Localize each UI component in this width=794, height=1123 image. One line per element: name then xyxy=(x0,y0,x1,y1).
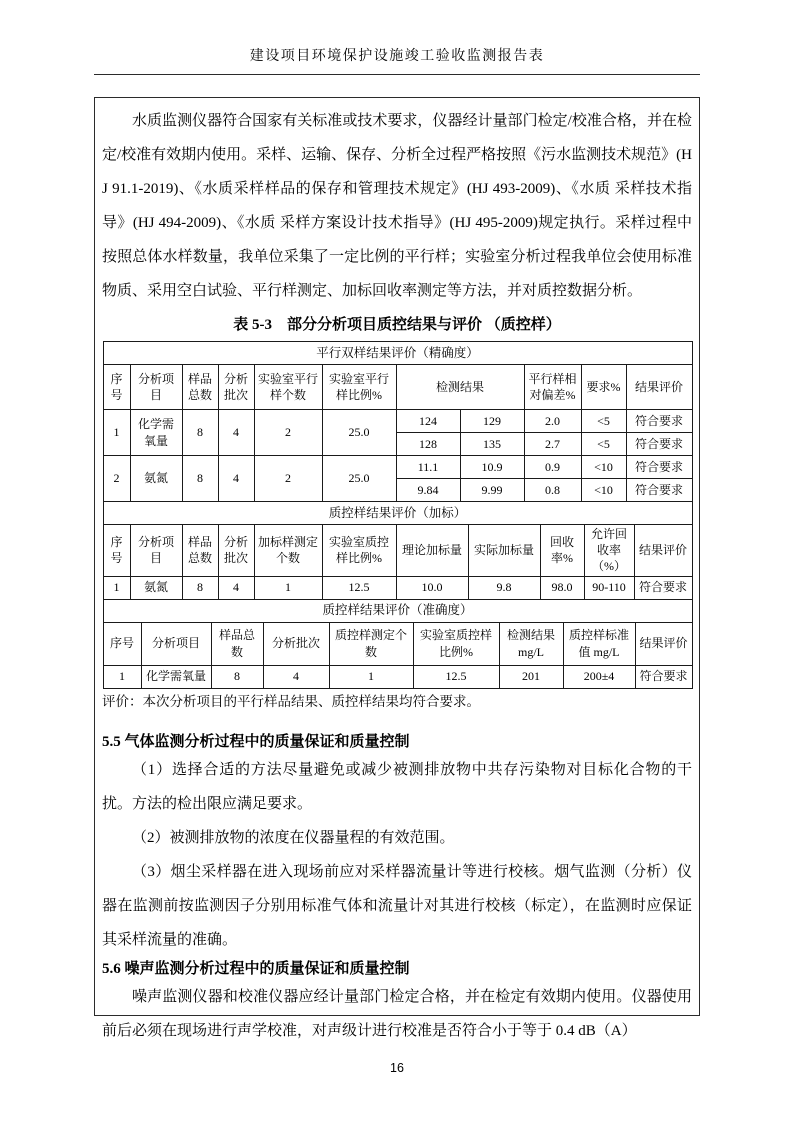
column-header: 分析批次 xyxy=(218,365,254,410)
column-header: 回收率% xyxy=(540,525,584,577)
table-row xyxy=(103,665,692,688)
page-footer xyxy=(0,1061,794,1075)
table-section-accuracy xyxy=(103,599,693,689)
content-box xyxy=(94,97,700,1039)
cell-result2: 9.99 xyxy=(460,479,524,502)
cell-recovery: 98.0 xyxy=(540,576,584,599)
column-header: 样品总数 xyxy=(182,525,218,577)
cell-ratio: 12.5 xyxy=(413,665,499,688)
cell-total: 8 xyxy=(211,665,263,688)
cell-eval: 符合要求 xyxy=(634,576,692,599)
cell-result1: 9.84 xyxy=(396,479,460,502)
table-row xyxy=(103,456,692,479)
column-header: 分析项目 xyxy=(141,622,211,665)
column-header: 要求% xyxy=(581,365,626,410)
column-header: 序号 xyxy=(103,365,130,410)
section-band-precision: 平行双样结果评价（精确度） xyxy=(103,342,692,365)
cell-result2: 129 xyxy=(460,410,524,433)
cell-eval: 符合要求 xyxy=(635,665,692,688)
cell-requirement: <5 xyxy=(581,433,626,456)
doc-header-title: 建设项目环境保护设施竣工验收监测报告表 xyxy=(249,49,545,64)
column-header: 理论加标量 xyxy=(396,525,468,577)
cell-result: 201 xyxy=(499,665,563,688)
cell-deviation: 2.7 xyxy=(524,433,581,456)
cell-item: 氨氮 xyxy=(130,576,182,599)
cell-seq: 1 xyxy=(103,665,141,688)
table-row xyxy=(103,410,692,433)
cell-seq: 2 xyxy=(103,456,130,502)
cell-actual: 9.8 xyxy=(468,576,540,599)
cell-ratio: 25.0 xyxy=(322,410,396,456)
column-header: 检测结果 mg/L xyxy=(499,622,563,665)
cell-allowed: 90-110 xyxy=(584,576,634,599)
cell-ratio: 25.0 xyxy=(322,456,396,502)
cell-item: 化学需氧量 xyxy=(141,665,211,688)
cell-ratio: 12.5 xyxy=(322,576,396,599)
cell-batch: 4 xyxy=(218,456,254,502)
cell-requirement: <5 xyxy=(581,410,626,433)
cell-num: 2 xyxy=(254,456,322,502)
cell-deviation: 2.0 xyxy=(524,410,581,433)
cell-total: 8 xyxy=(182,410,218,456)
column-header: 实验室质控样比例% xyxy=(322,525,396,577)
cell-eval: 符合要求 xyxy=(626,479,692,502)
section-5-6-heading: 5.6 噪声监测分析过程中的质量保证和质量控制 xyxy=(102,960,410,977)
column-header: 样品总数 xyxy=(211,622,263,665)
section-5-5-heading: 5.5 气体监测分析过程中的质量保证和质量控制 xyxy=(102,733,410,750)
cell-eval: 符合要求 xyxy=(626,433,692,456)
column-header: 允许回收率（%） xyxy=(584,525,634,577)
cell-theory: 10.0 xyxy=(396,576,468,599)
cell-num: 1 xyxy=(254,576,322,599)
section-5-5-paragraph-1: （1）选择合适的方法尽量避免或减少被测排放物中共存污染物对目标化合物的干扰。方法的检出限应满足要求。 xyxy=(102,761,692,812)
column-header: 质控样测定个数 xyxy=(329,622,413,665)
column-header: 分析项目 xyxy=(130,365,182,410)
cell-item: 化学需氧量 xyxy=(130,410,182,456)
column-header: 分析批次 xyxy=(263,622,329,665)
cell-deviation: 0.8 xyxy=(524,479,581,502)
cell-deviation: 0.9 xyxy=(524,456,581,479)
column-header: 结果评价 xyxy=(634,525,692,577)
column-header: 实际加标量 xyxy=(468,525,540,577)
column-header: 分析项目 xyxy=(130,525,182,577)
column-header: 平行样相对偏差% xyxy=(524,365,581,410)
cell-total: 8 xyxy=(182,456,218,502)
cell-eval: 符合要求 xyxy=(626,456,692,479)
cell-batch: 4 xyxy=(263,665,329,688)
doc-header xyxy=(94,45,700,75)
section-band-spike: 质控样结果评价（加标） xyxy=(103,502,692,525)
cell-seq: 1 xyxy=(103,576,130,599)
column-header: 样品总数 xyxy=(182,365,218,410)
column-header: 序号 xyxy=(103,622,141,665)
column-header: 加标样测定个数 xyxy=(254,525,322,577)
column-header: 序号 xyxy=(103,525,130,577)
cell-batch: 4 xyxy=(218,410,254,456)
column-header: 实验室平行样个数 xyxy=(254,365,322,410)
cell-num: 1 xyxy=(329,665,413,688)
table-title: 表 5-3 部分分析项目质控结果与评价 （质控样） xyxy=(233,317,561,333)
cell-standard: 200±4 xyxy=(563,665,635,688)
section-5-5-paragraph-3: （3）烟尘采样器在进入现场前应对采样器流量计等进行校核。烟气监测（分析）仪器在监测前按监测因子分别用标准气体和流量计对其进行校核（标定），在监测时应保证其采样流量的准确。 xyxy=(102,863,692,948)
cell-requirement: <10 xyxy=(581,479,626,502)
section-5-6-paragraph-1: 噪声监测仪器和校准仪器应经计量部门检定合格，并在检定有效期内使用。仪器使用前后必须在现场进行声学校准，对声级计进行校准是否符合小于等于 0.4 dB（A） xyxy=(102,988,692,1039)
column-header: 结果评价 xyxy=(635,622,692,665)
table-remark: 评价：本次分析项目的平行样品结果、质控样结果均符合要求。 xyxy=(102,693,480,709)
cell-result1: 11.1 xyxy=(396,456,460,479)
cell-batch: 4 xyxy=(218,576,254,599)
cell-result2: 135 xyxy=(460,433,524,456)
table-section-spike xyxy=(103,501,693,600)
cell-item: 氨氮 xyxy=(130,456,182,502)
cell-total: 8 xyxy=(182,576,218,599)
intro-paragraph: 水质监测仪器符合国家有关标准或技术要求，仪器经计量部门检定/校准合格，并在检定/校准有效期内使用。采样、运输、保存、分析全过程严格按照《污水监测技术规范》(HJ 91.1-2019)、《水质采样样品的保存和管理技术规定》(HJ 493-2009)、《水质 采样技术指导》(HJ 494-2009)、《水质 采样方案设计技术指导》(HJ 495-2009)规定执行。采样过程中按照总体水样数量，我单位采集了一定比例的平行样；实验室分析过程我单位会使用标准物质、采用空白试验、平行样测定、加标回收率测定等方法，并对质控数据分析。 xyxy=(102,113,692,299)
column-header: 分析批次 xyxy=(218,525,254,577)
cell-eval: 符合要求 xyxy=(626,410,692,433)
table-section-parallel xyxy=(103,341,693,502)
table-row xyxy=(103,576,692,599)
section-band-accuracy: 质控样结果评价（准确度） xyxy=(103,599,692,622)
cell-num: 2 xyxy=(254,410,322,456)
cell-result1: 124 xyxy=(396,410,460,433)
column-header: 实验室质控样比例% xyxy=(413,622,499,665)
column-header: 质控样标准值 mg/L xyxy=(563,622,635,665)
cell-result2: 10.9 xyxy=(460,456,524,479)
page-number: 16 xyxy=(390,1061,404,1075)
section-5-5-paragraph-2: （2）被测排放物的浓度在仪器量程的有效范围。 xyxy=(132,829,455,846)
column-header: 实验室平行样比例% xyxy=(322,365,396,410)
column-header: 结果评价 xyxy=(626,365,692,410)
qc-table xyxy=(103,341,692,689)
cell-result1: 128 xyxy=(396,433,460,456)
column-header-results: 检测结果 xyxy=(396,365,524,410)
cell-requirement: <10 xyxy=(581,456,626,479)
cell-seq: 1 xyxy=(103,410,130,456)
